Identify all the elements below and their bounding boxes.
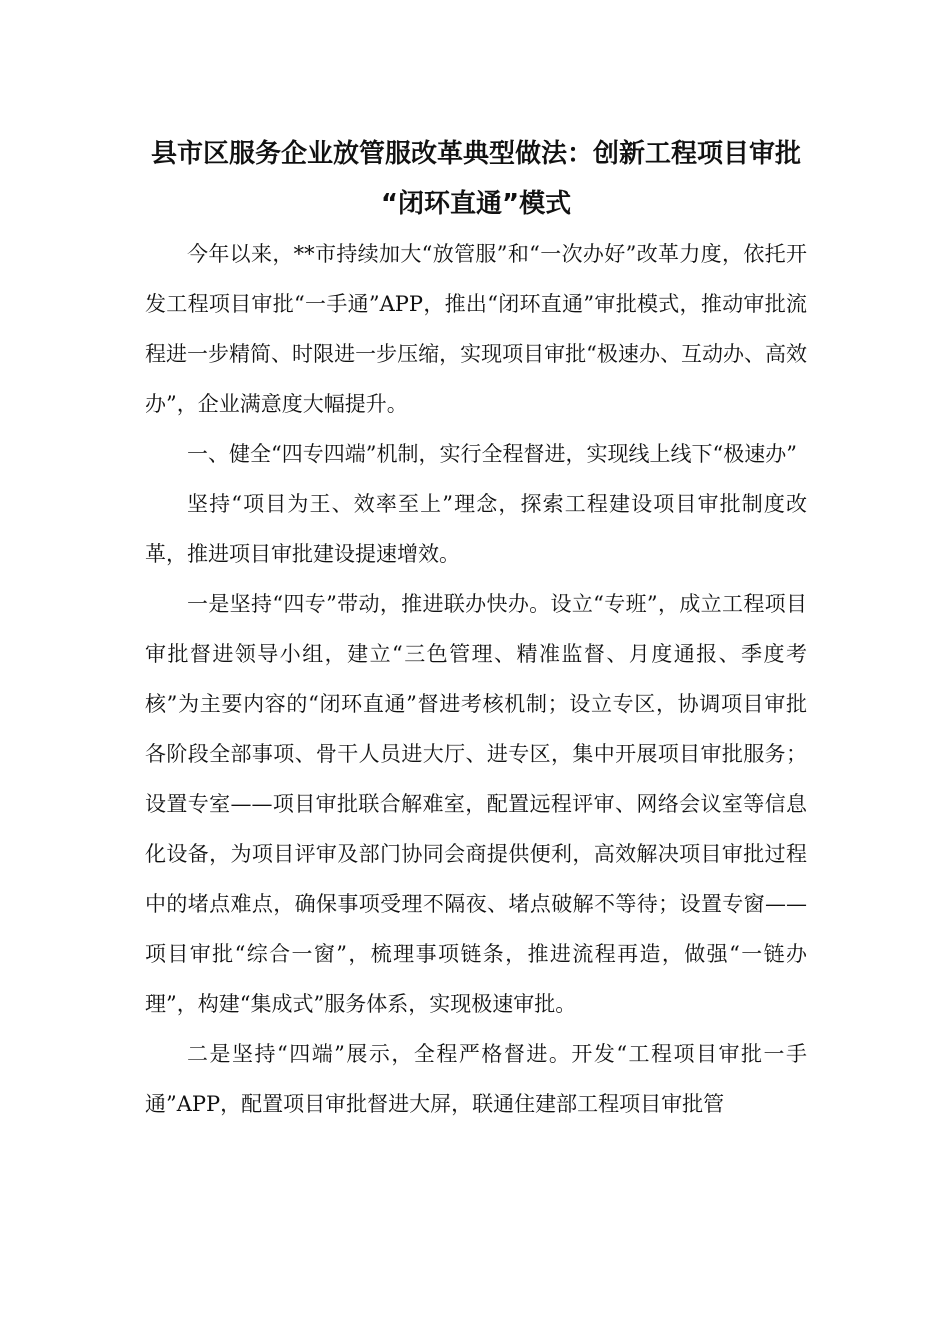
paragraph-intro: 今年以来，**市持续加大“放管服”和“一次办好”改革力度，依托开发工程项目审批“一手通”APP，推出“闭环直通”审批模式，推动审批流程进一步精简、时限进一步压缩，实现项目审批“极速办、互动办、高效办”，企业满意度大幅提升。 bbox=[145, 242, 807, 416]
document-body bbox=[145, 229, 807, 1129]
paragraph-principle: 坚持“项目为王、效率至上”理念，探索工程建设项目审批制度改革，推进项目审批建设提速增效。 bbox=[145, 492, 807, 566]
paragraph-four-specials: 一是坚持“四专”带动，推进联办快办。设立“专班”，成立工程项目审批督进领导小组，建立“三色管理、精准监督、月度通报、季度考核”为主要内容的“闭环直通”督进考核机制；设立专区，协调项目审批各阶段全部事项、骨干人员进大厅、进专区，集中开展项目审批服务；设置专室——项目审批联合解难室，配置远程评审、网络会议室等信息化设备，为项目评审及部门协同会商提供便利，高效解决项目审批过程中的堵点难点，确保事项受理不隔夜、堵点破解不等待；设置专窗——项目审批“综合一窗”，梳理事项链条，推进流程再造，做强“一链办理”，构建“集成式”服务体系，实现极速审批。 bbox=[145, 592, 807, 1016]
paragraph-four-ends: 二是坚持“四端”展示，全程严格督进。开发“工程项目审批一手通”APP，配置项目审批督进大屏，联通住建部工程项目审批管 bbox=[145, 1042, 807, 1116]
document-title-line-1: 县市区服务企业放管服改革典型做法：创新工程项目审批 bbox=[150, 139, 801, 169]
section-heading-1: 一、健全“四专四端”机制，实行全程督进，实现线上线下“极速办” bbox=[187, 442, 797, 466]
document-title-line-2: “闭环直通”模式 bbox=[380, 189, 572, 219]
